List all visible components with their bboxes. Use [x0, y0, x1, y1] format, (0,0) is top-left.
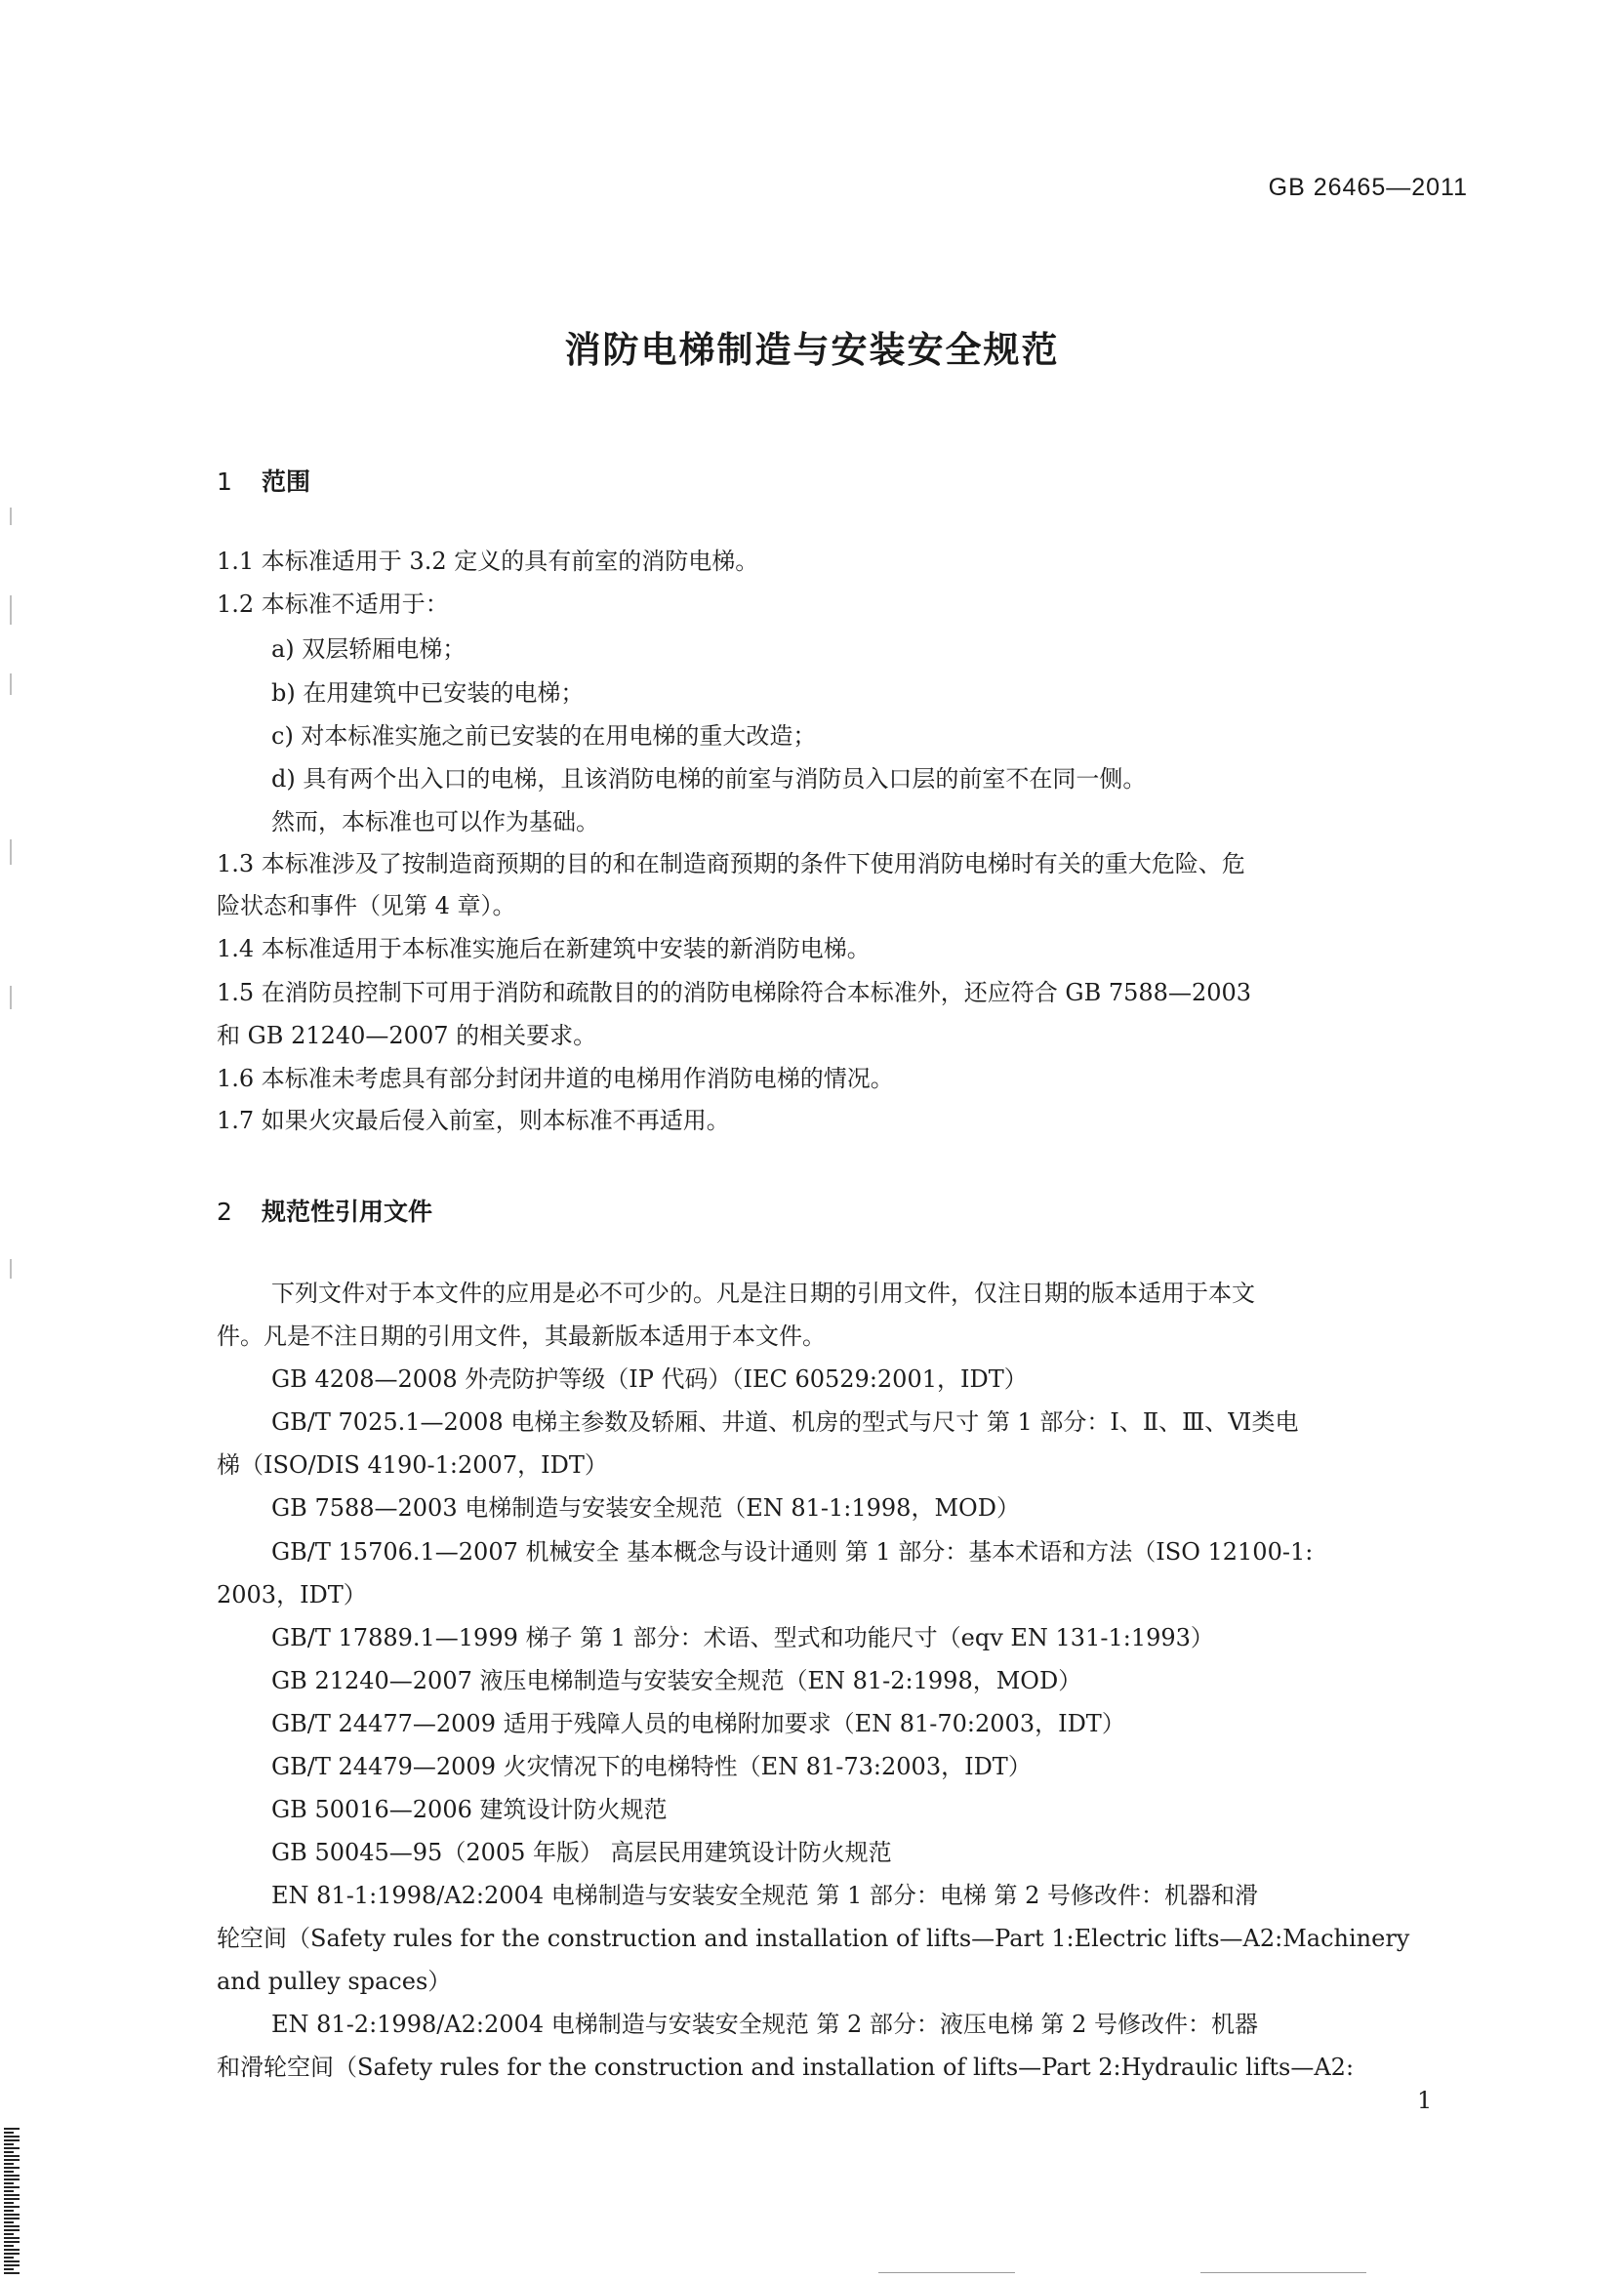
- reference-item: GB 50045—95（2005 年版） 高层民用建筑设计防火规范: [271, 1839, 892, 1866]
- section-title: 规范性引用文件: [262, 1198, 433, 1226]
- list-item-d: d) 具有两个出入口的电梯，且该消防电梯的前室与消防员入口层的前室不在同一侧。: [271, 765, 1147, 793]
- section-heading-normative-references: [217, 1193, 432, 1228]
- scan-mark: [10, 508, 12, 525]
- section-heading-scope: [217, 463, 310, 498]
- clause-1-2: 1.2 本标准不适用于：: [217, 590, 449, 618]
- reference-item: EN 81-2:1998/A2:2004 电梯制造与安装安全规范 第 2 部分：液压电梯 第 2 号修改件：机器: [271, 2011, 1259, 2038]
- list-item-a: a) 双层轿厢电梯；: [271, 635, 467, 663]
- scan-mark: [10, 1259, 12, 1279]
- intro-paragraph: 下列文件对于本文件的应用是必不可少的。凡是注日期的引用文件，仅注日期的版本适用于本文: [271, 1280, 1255, 1307]
- reference-item: GB 21240—2007 液压电梯制造与安装安全规范（EN 81-2:1998，MOD）: [271, 1667, 1082, 1694]
- reference-item: GB/T 7025.1—2008 电梯主参数及轿厢、井道、机房的型式与尺寸 第 1 部分：Ⅰ、Ⅱ、Ⅲ、Ⅵ类电: [271, 1408, 1299, 1436]
- clause-1-5: 1.5 在消防员控制下可用于消防和疏散目的的消防电梯除符合本标准外，还应符合 GB 7588—2003: [217, 979, 1252, 1006]
- document-title: 消防电梯制造与安装安全规范: [564, 329, 1060, 371]
- note-text: 然而，本标准也可以作为基础。: [271, 808, 599, 835]
- reference-item-cont: 2003，IDT）: [217, 1581, 367, 1608]
- scan-mark: [10, 673, 12, 695]
- clause-1-6: 1.6 本标准未考虑具有部分封闭井道的电梯用作消防电梯的情况。: [217, 1065, 894, 1092]
- reference-item: GB 4208—2008 外壳防护等级（IP 代码）（IEC 60529:2001，IDT）: [271, 1365, 1028, 1393]
- section-title: 范围: [262, 468, 311, 496]
- reference-item-cont: and pulley spaces）: [217, 1968, 452, 1995]
- clause-1-1: 1.1 本标准适用于 3.2 定义的具有前室的消防电梯。: [217, 548, 759, 575]
- scan-edge: [878, 2272, 1015, 2273]
- reference-item: GB/T 17889.1—1999 梯子 第 1 部分：术语、型式和功能尺寸（eqv EN 131-1:1993）: [271, 1624, 1214, 1651]
- clause-1-3: 1.3 本标准涉及了按制造商预期的目的和在制造商预期的条件下使用消防电梯时有关的重大危险、危: [217, 850, 1245, 877]
- reference-item-cont: 梯（ISO/DIS 4190-1:2007，IDT）: [217, 1451, 608, 1479]
- clause-1-4: 1.4 本标准适用于本标准实施后在新建筑中安装的新消防电梯。: [217, 935, 871, 962]
- reference-item: GB/T 24479—2009 火灾情况下的电梯特性（EN 81-73:2003，IDT）: [271, 1753, 1032, 1780]
- intro-paragraph-cont: 件。凡是不注日期的引用文件，其最新版本适用于本文件。: [217, 1323, 826, 1350]
- clause-1-5-cont: 和 GB 21240—2007 的相关要求。: [217, 1022, 597, 1049]
- section-number: 1: [217, 468, 232, 496]
- standard-number: GB 26465—2011: [1268, 174, 1468, 201]
- reference-item: GB 50016—2006 建筑设计防火规范: [271, 1796, 668, 1823]
- list-item-c: c) 对本标准实施之前已安装的在用电梯的重大改造；: [271, 722, 817, 750]
- list-item-b: b) 在用建筑中已安装的电梯；: [271, 679, 585, 707]
- clause-1-7: 1.7 如果火灾最后侵入前室，则本标准不再适用。: [217, 1107, 730, 1134]
- reference-item-cont: 和滑轮空间（Safety rules for the construction and installation of lifts—Part 2:Hydraulic lifts—A2:: [217, 2054, 1355, 2081]
- scan-mark: [10, 595, 12, 625]
- reference-item: GB/T 15706.1—2007 机械安全 基本概念与设计通则 第 1 部分：基本术语和方法（ISO 12100-1:: [271, 1538, 1314, 1566]
- reference-item: GB/T 24477—2009 适用于残障人员的电梯附加要求（EN 81-70:2003，IDT）: [271, 1710, 1125, 1737]
- barcode-mark: [4, 2128, 20, 2280]
- scan-edge: [1200, 2272, 1366, 2273]
- scan-mark: [10, 986, 12, 1009]
- scan-mark: [10, 839, 12, 865]
- reference-item: GB 7588—2003 电梯制造与安装安全规范（EN 81-1:1998，MOD）: [271, 1494, 1020, 1522]
- page-number: 1: [1417, 2087, 1433, 2114]
- reference-item-cont: 轮空间（Safety rules for the construction and installation of lifts—Part 1:Electric lifts—A2:Machinery: [217, 1925, 1410, 1952]
- clause-1-3-cont: 险状态和事件（见第 4 章）。: [217, 892, 516, 919]
- section-number: 2: [217, 1198, 232, 1226]
- reference-item: EN 81-1:1998/A2:2004 电梯制造与安装安全规范 第 1 部分：电梯 第 2 号修改件：机器和滑: [271, 1882, 1259, 1909]
